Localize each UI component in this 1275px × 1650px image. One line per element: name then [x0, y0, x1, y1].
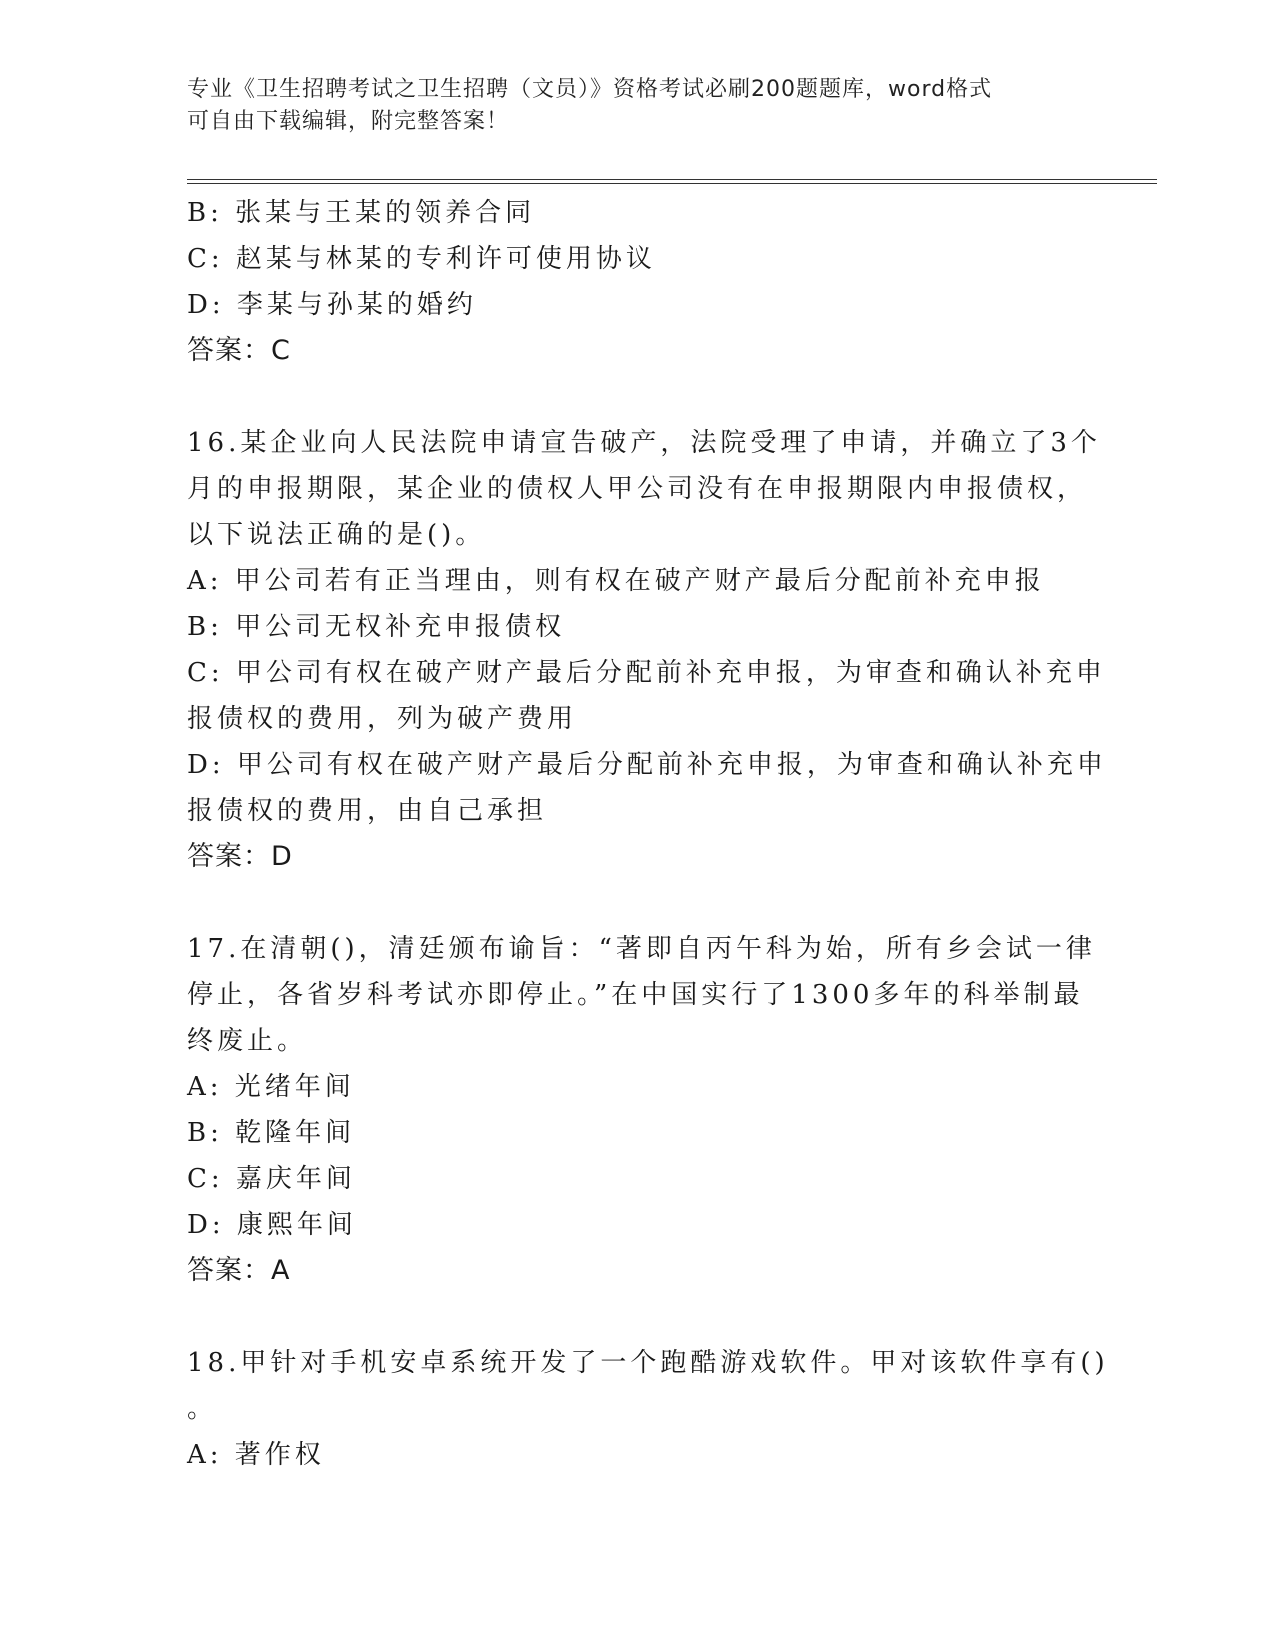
question-15: [187, 190, 1087, 374]
question-stem: 终废止。: [187, 1026, 308, 1056]
option-c: C: 赵某与林某的专利许可使用协议: [187, 244, 656, 274]
header-divider-bottom: [187, 183, 1157, 184]
option-c: C: 嘉庆年间: [187, 1164, 356, 1194]
option-d: D: 甲公司有权在破产财产最后分配前补充申报，为审查和确认补充申: [187, 750, 1107, 780]
option-a: A: 光绪年间: [187, 1072, 355, 1102]
header-line-1: 专业《卫生招聘考试之卫生招聘（文员）》资格考试必刷200题题库，word格式: [187, 77, 993, 102]
spacer: [187, 1294, 1087, 1340]
question-stem: 停止，各省岁科考试亦即停止。”在中国实行了1300多年的科举制最: [187, 980, 1084, 1010]
option-d-continued: 报债权的费用，由自己承担: [187, 796, 548, 826]
header-divider-top: [187, 179, 1157, 180]
question-stem: 16.某企业向人民法院申请宣告破产，法院受理了申请，并确立了3个: [187, 428, 1101, 458]
header-line-2: 可自由下载编辑，附完整答案！: [187, 109, 510, 134]
option-b: B: 张某与王某的领养合同: [187, 198, 536, 228]
question-stem: 。: [187, 1394, 218, 1424]
option-c-continued: 报债权的费用，列为破产费用: [187, 704, 578, 734]
option-d: D: 康熙年间: [187, 1210, 357, 1240]
document-header: [187, 74, 1067, 138]
answer-line: 答案：C: [187, 335, 291, 366]
question-stem: 17.在清朝()，清廷颁布谕旨：“著即自丙午科为始，所有乡会试一律: [187, 934, 1096, 964]
option-b: B: 甲公司无权补充申报债权: [187, 612, 566, 642]
option-d: D: 李某与孙某的婚约: [187, 290, 477, 320]
question-17: [187, 926, 1096, 1294]
spacer: [187, 880, 1087, 926]
question-stem: 月的申报期限，某企业的债权人甲公司没有在申报期限内申报债权，: [187, 474, 1088, 504]
option-a: A: 甲公司若有正当理由，则有权在破产财产最后分配前补充申报: [187, 566, 1045, 596]
document-body: [187, 190, 1109, 1478]
option-b: B: 乾隆年间: [187, 1118, 356, 1148]
answer-line: 答案：A: [187, 1255, 291, 1286]
question-stem: 18.甲针对手机安卓系统开发了一个跑酷游戏软件。甲对该软件享有(): [187, 1348, 1109, 1378]
option-a: A: 著作权: [187, 1440, 325, 1470]
question-stem: 以下说法正确的是()。: [187, 520, 486, 550]
spacer: [187, 374, 1087, 420]
question-18: [187, 1340, 1109, 1478]
option-c: C: 甲公司有权在破产财产最后分配前补充申报，为审查和确认补充申: [187, 658, 1106, 688]
question-16: [187, 420, 1107, 880]
answer-line: 答案：D: [187, 841, 293, 872]
